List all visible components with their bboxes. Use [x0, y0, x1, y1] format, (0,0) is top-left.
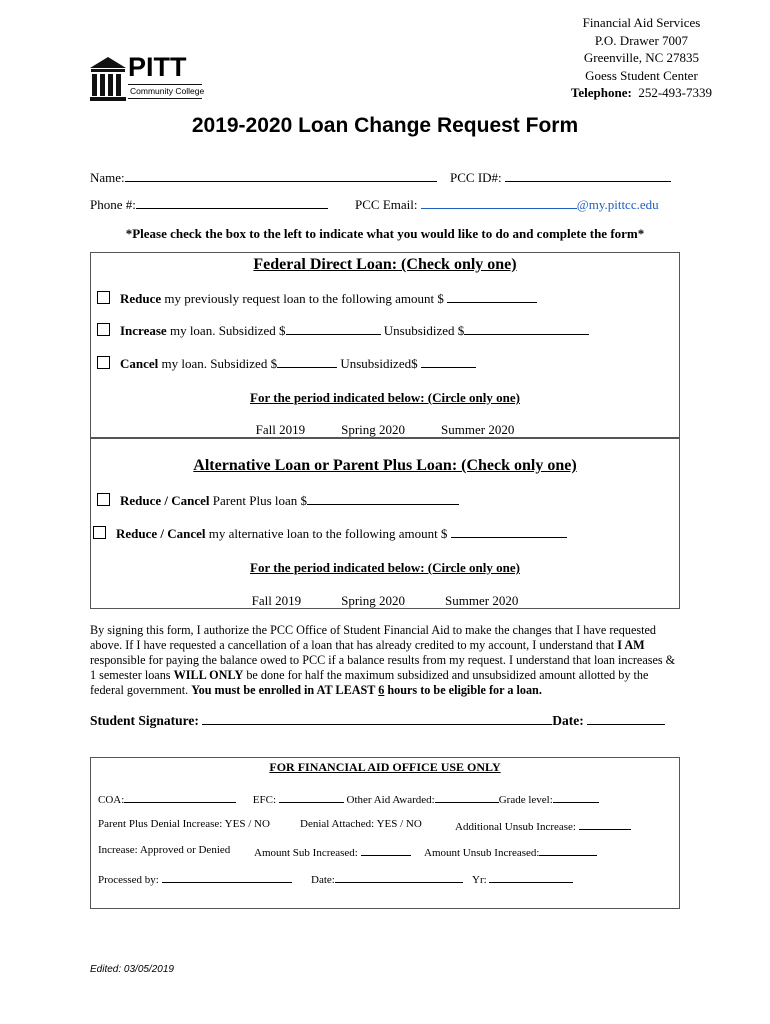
- name-label: Name:: [90, 170, 125, 185]
- address-line: Financial Aid Services: [582, 15, 701, 30]
- telephone-line: [571, 84, 712, 102]
- instruction-text: *Please check the box to the left to indicate what you would like to do and complete the form*: [125, 226, 645, 241]
- term-option[interactable]: Fall 2019: [251, 593, 302, 608]
- amount-unsub-label: Amount Unsub Increased:: [424, 847, 540, 859]
- enrollment-requirement: You must be enrolled in AT LEAST: [191, 683, 379, 697]
- reduce-amount-field[interactable]: [447, 291, 537, 303]
- additional-unsub-label: Additional Unsub Increase:: [455, 821, 579, 833]
- increase-sub-field[interactable]: [286, 323, 381, 335]
- parent-plus-denial-label: Parent Plus Denial Increase: YES / NO: [98, 818, 270, 830]
- alternative-checkbox[interactable]: [93, 526, 106, 539]
- authorization-paragraph: [90, 623, 680, 698]
- office-address: [571, 14, 712, 102]
- additional-unsub: [455, 818, 631, 833]
- signature-row: [90, 713, 665, 729]
- parent-plus-amount-field[interactable]: [307, 493, 459, 505]
- authorization-text: By signing this form, I authorize the PCC Office of Student Financial Aid to make the changes that I have requested above. If I have requested a cancellation of a loan that has already credited to my account, I understand that: [90, 623, 657, 652]
- pitt-logo: [90, 52, 205, 102]
- name-row: [90, 170, 437, 186]
- office-row-2: [98, 818, 270, 830]
- form-title: 2019-2020 Loan Change Request Form: [191, 114, 579, 137]
- edited-date: Edited: 03/05/2019: [90, 964, 174, 975]
- signature-date-field[interactable]: [587, 713, 665, 725]
- name-field[interactable]: [125, 170, 437, 182]
- efc-field[interactable]: [279, 791, 344, 803]
- term-option[interactable]: Spring 2020: [341, 422, 406, 437]
- amount-sub: [254, 844, 411, 859]
- cancel-sub-field[interactable]: [277, 356, 337, 368]
- option2-bold: Reduce / Cancel: [116, 526, 206, 541]
- increase-option: [97, 323, 589, 339]
- office-heading: FOR FINANCIAL AID OFFICE USE ONLY: [269, 760, 501, 774]
- office-date-field[interactable]: [335, 871, 463, 883]
- pcc-id-row: [450, 170, 671, 186]
- additional-unsub-field[interactable]: [579, 818, 631, 830]
- signature-label: Student Signature:: [90, 713, 203, 728]
- other-aid-field[interactable]: [435, 791, 499, 803]
- logo-subtitle: Community College: [130, 86, 205, 96]
- authorization-emphasis: I AM: [617, 638, 645, 652]
- year-field[interactable]: [489, 871, 573, 883]
- federal-period-label: For the period indicated below: (Circle only one): [250, 390, 520, 405]
- phone-label: Phone #:: [90, 197, 136, 212]
- other-aid-label: Other Aid Awarded:: [343, 794, 435, 806]
- signature-field[interactable]: [202, 713, 552, 725]
- alternative-period-label: For the period indicated below: (Circle only one): [250, 560, 520, 575]
- office-year: [472, 871, 573, 886]
- cancel-checkbox[interactable]: [97, 356, 110, 369]
- federal-heading: Federal Direct Loan: (Check only one): [253, 256, 517, 273]
- increase-unsub-label: Unsubsidized $: [380, 323, 465, 338]
- enrollment-hours: 6: [378, 683, 385, 697]
- option1-text: Parent Plus loan $: [209, 493, 308, 508]
- pcc-id-field[interactable]: [505, 170, 671, 182]
- term-option[interactable]: Summer 2020: [441, 422, 515, 437]
- parent-plus-option: [97, 493, 459, 509]
- coa-field[interactable]: [124, 791, 236, 803]
- phone-field[interactable]: [136, 197, 328, 209]
- amount-sub-field[interactable]: [361, 844, 411, 856]
- cancel-text: my loan. Subsidized $: [158, 356, 278, 371]
- cancel-unsub-label: Unsubsidized$: [337, 356, 421, 371]
- alternative-amount-field[interactable]: [451, 526, 567, 538]
- office-row-3: [98, 844, 230, 856]
- processed-by-label: Processed by:: [98, 874, 162, 886]
- cancel-option: [97, 356, 476, 372]
- processed-by-field[interactable]: [162, 871, 292, 883]
- address-line: Greenville, NC 27835: [583, 50, 700, 65]
- increase-bold: Increase: [120, 323, 167, 338]
- office-row-1: [98, 791, 599, 806]
- email-row: [355, 197, 659, 213]
- amount-unsub: [424, 844, 597, 859]
- term-option[interactable]: Spring 2020: [341, 593, 406, 608]
- grade-level-field[interactable]: [553, 791, 599, 803]
- enrollment-requirement: hours to be eligible for a loan.: [384, 683, 542, 697]
- office-date-label: Date:: [311, 874, 335, 886]
- cancel-bold: Cancel: [120, 356, 159, 371]
- reduce-checkbox[interactable]: [97, 291, 110, 304]
- parent-plus-checkbox[interactable]: [97, 493, 110, 506]
- amount-unsub-field[interactable]: [539, 844, 597, 856]
- cancel-unsub-field[interactable]: [421, 356, 476, 368]
- reduce-text: my previously request loan to the following amount $: [161, 291, 444, 306]
- telephone-number: 252-493-7339: [638, 85, 712, 100]
- increase-checkbox[interactable]: [97, 323, 110, 336]
- telephone-label: Telephone:: [570, 85, 632, 100]
- authorization-emphasis: WILL ONLY: [173, 668, 244, 682]
- term-option[interactable]: Summer 2020: [445, 593, 519, 608]
- address-line: P.O. Drawer 7007: [594, 32, 689, 48]
- signature-date-label: Date:: [552, 713, 588, 728]
- efc-label: EFC:: [252, 794, 279, 806]
- denial-attached-label: Denial Attached: YES / NO: [300, 818, 422, 830]
- alternative-heading: Alternative Loan or Parent Plus Loan: (Check only one): [193, 457, 577, 474]
- increase-status-label: Increase: Approved or Denied: [98, 844, 231, 856]
- increase-unsub-field[interactable]: [464, 323, 589, 335]
- authorization-text: responsible for paying the balance owed to PCC if a balance results from my request. I understand that loan increases & 1 semester loans: [90, 653, 676, 682]
- alternative-terms: [90, 593, 680, 609]
- year-label: Yr:: [472, 874, 490, 886]
- processed-by: [98, 871, 292, 886]
- pcc-id-label: PCC ID#:: [450, 170, 502, 185]
- alternative-option: [93, 526, 567, 542]
- federal-terms: [90, 422, 680, 438]
- authorization-text: be done for half the maximum subsidized and unsubsidized amount allotted by the federal government.: [90, 668, 649, 697]
- option1-bold: Reduce / Cancel: [120, 493, 210, 508]
- increase-text: my loan. Subsidized $: [166, 323, 286, 338]
- term-option[interactable]: Fall 2019: [255, 422, 306, 437]
- office-use-section: [90, 757, 680, 909]
- coa-label: COA:: [98, 794, 125, 806]
- option2-text: my alternative loan to the following amount $: [205, 526, 451, 541]
- logo-wordmark: PITT: [128, 52, 187, 82]
- office-date: [311, 871, 463, 886]
- federal-loan-section: [90, 252, 680, 439]
- phone-row: [90, 197, 328, 213]
- denial-attached: [300, 818, 422, 830]
- email-domain: @my.pittcc.edu: [576, 197, 659, 212]
- grade-level-label: Grade level:: [498, 794, 553, 806]
- reduce-bold: Reduce: [120, 291, 162, 306]
- amount-sub-label: Amount Sub Increased:: [254, 847, 361, 859]
- address-line: Goess Student Center: [585, 67, 698, 83]
- email-label: PCC Email:: [355, 197, 418, 212]
- reduce-option: [97, 291, 537, 307]
- email-field[interactable]: [421, 197, 577, 209]
